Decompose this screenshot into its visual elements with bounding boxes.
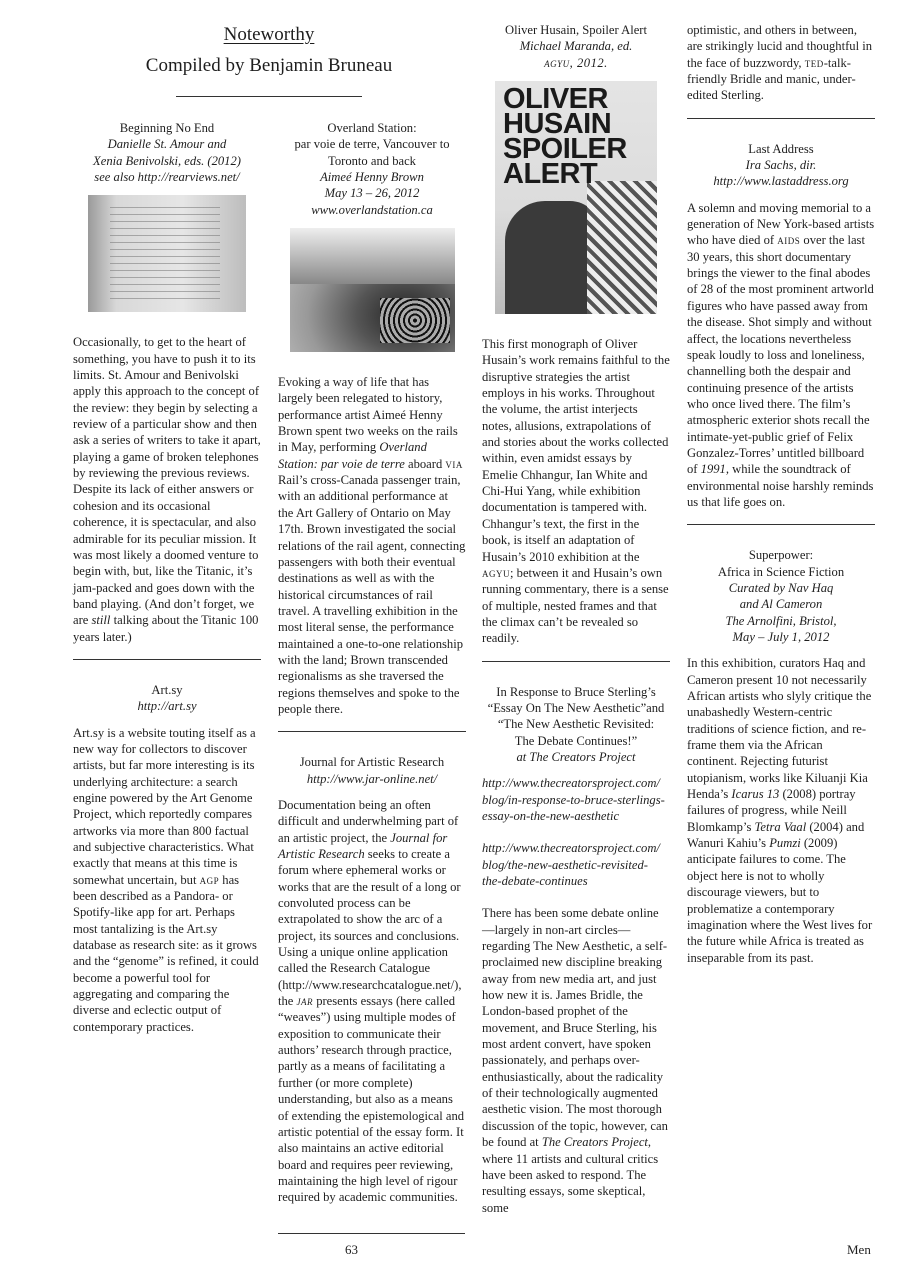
body-text: aboard bbox=[404, 456, 446, 471]
header-rule bbox=[176, 96, 362, 97]
link-url bbox=[482, 775, 670, 824]
body-text: aids bbox=[777, 233, 801, 248]
heading-line: agyu, 2012. bbox=[544, 55, 608, 70]
body-text: Icarus 13 bbox=[731, 787, 780, 802]
heading-line: May 13 – 26, 2012 bbox=[324, 186, 420, 201]
body-text: ted bbox=[804, 55, 824, 70]
body-text: (2004) and Wanuri Kahiu’s bbox=[687, 819, 865, 851]
entry-body bbox=[482, 336, 670, 647]
body-text: ; between it and Husain’s own running commentary, there is a sense of multiple, nested frames and that the climax can’t be revealed so readily. bbox=[482, 565, 669, 646]
entry-heading bbox=[687, 141, 875, 190]
page-subtitle: Compiled by Benjamin Bruneau bbox=[145, 55, 393, 76]
page-number: 63 bbox=[345, 1242, 358, 1257]
heading-line: Last Address bbox=[748, 141, 814, 156]
body-text: jar bbox=[296, 994, 314, 1009]
link-line: essay-on-the-new-aesthetic bbox=[482, 808, 620, 823]
body-text: via bbox=[445, 456, 463, 471]
body-text: optimistic, and others in between, are strikingly lucid and thoughtful in the face of buzzwordy, bbox=[687, 23, 873, 70]
body-text: This first monograph of Oliver Husain’s work remains faithful to the disruptive strategies the artist employs in his works. Throughout the volume, the artist interjects notes, allusions, extrapolations of and stories about the works collected within, even amidst essays by Emelie Chhangur, Ian White and Chi-Hui Yang, while exhibition documentation is tampered with. Chhangur’s text, the first in the book, is itself an adaptation of Husain’s 2010 exhibition at the bbox=[482, 337, 670, 564]
body-text: -talk-friendly Bridle and manic, under-edited Sterling. bbox=[687, 55, 856, 103]
heading-line: “The New Aesthetic Revisited: bbox=[497, 717, 655, 732]
heading-line: Curated by Nav Haq bbox=[728, 580, 834, 595]
body-text: seeks to create a forum where ephemeral works or works that are the result of a long or convoluted process can be extrapolated to show the arc of a project, its sources and conclusions. Using a unique online application called the Research Catalogue (http://www.researchcatalogue.net/), the bbox=[278, 847, 462, 1009]
divider-rule bbox=[687, 118, 875, 119]
heading-line: www.overlandstation.ca bbox=[311, 202, 433, 217]
body-text: The Creators Project bbox=[541, 1135, 648, 1150]
entry-heading bbox=[73, 682, 261, 715]
entry-links bbox=[482, 775, 670, 889]
cover-title-line: OLIVER bbox=[503, 83, 608, 116]
heading-line: In Response to Bruce Sterling’s bbox=[496, 684, 656, 699]
heading-line: Aimeé Henny Brown bbox=[320, 170, 424, 185]
heading-line: Ira Sachs, dir. bbox=[745, 158, 817, 173]
heading-line: The Arnolfini, Bristol, bbox=[725, 613, 837, 628]
body-text: Art.sy is a website touting itself as a new way for collectors to discover artists, but far more interesting is its underlying architecture: a search engine powered by the Art Genome Project, which reportedly compares artworks via more than 800 factual and subjective characteristics. What exactly that means at this time is somewhat uncertain, but bbox=[73, 725, 256, 887]
entry-body bbox=[73, 334, 261, 645]
heading-line: Overland Station: bbox=[327, 121, 417, 135]
column-2 bbox=[278, 120, 466, 1206]
body-text: 1991, bbox=[700, 462, 729, 477]
body-text: talking about the Titanic 100 years later.) bbox=[73, 613, 259, 644]
entry-heading bbox=[482, 22, 670, 71]
heading-line: see also http://rearviews.net/ bbox=[94, 170, 240, 185]
cover-title-line: HUSAIN bbox=[503, 108, 612, 141]
heading-line: Danielle St. Amour and bbox=[107, 137, 227, 152]
divider-rule bbox=[687, 524, 875, 525]
entry-heading bbox=[482, 684, 670, 766]
body-text: (2008) portray failures of progress, while Neill Blomkamp’s bbox=[687, 787, 856, 834]
link-line: http://www.thecreatorsproject.com/ bbox=[482, 776, 660, 791]
page-header bbox=[73, 22, 465, 97]
body-text: , where 11 artists and cultural critics have been asked to respond. The resulting essays, some skeptical, some bbox=[482, 1135, 659, 1215]
heading-line: http://art.sy bbox=[137, 699, 197, 714]
body-text: agyu bbox=[482, 565, 510, 580]
body-text: still bbox=[91, 613, 111, 628]
body-text: Rail’s cross-Canada passenger train, with an additional performance at the Art Gallery of Ontario on May 17th. Brown investigated the social relations of the rail agent, connecting passengers with both their eventual destinations as well as with the historical circumstances of rail travel. A travelling exhibition in the most literal sense, the performance maintained a one-to-one relationship with the land; Brown transcended regionalisms as she traversed the regions themselves and spoke to the people there. bbox=[278, 473, 466, 716]
typewriter-photo bbox=[290, 228, 455, 352]
book-cover bbox=[495, 81, 657, 314]
entry-heading bbox=[73, 120, 261, 185]
heading-line: Journal for Artistic Research bbox=[299, 755, 445, 770]
link-line: blog/in-response-to-bruce-sterlings- bbox=[482, 792, 665, 807]
body-text: over the last 30 years, this short documentary brings the viewer to the final abodes of 28 of the most prominent artworld figures who have passed away from the disease. Shot simply and without affect, the locations nevertheless speak loudly to loss and loneliness, channelling both the despair and continuing presence of the artists who once lived there. The film’s atmospheric exterior shots recall the intimate-yet-public grief of Felix Gonzalez-Torres’ untitled billboard of bbox=[687, 233, 874, 477]
section-name: Men bbox=[847, 1242, 871, 1257]
body-text: has been described as a Pandora- or Spotify-like app for art. Perhaps most tantalizing is the Art.sy database as research site: as it grows and the “genome” is refined, it could become a powerful tool for aggregating and comparing the diverse and eclectic output of contemporary practices. bbox=[73, 872, 259, 1034]
entry-body bbox=[687, 655, 875, 966]
heading-line: May – July 1, 2012 bbox=[732, 630, 830, 644]
divider-rule bbox=[73, 659, 261, 660]
entry-body bbox=[278, 797, 466, 1206]
column-1 bbox=[73, 120, 261, 1035]
entry-heading bbox=[278, 120, 466, 218]
heading-line: Oliver Husain, Spoiler Alert bbox=[504, 23, 647, 37]
page-title: Noteworthy bbox=[223, 24, 315, 45]
heading-line: Xenia Benivolski, eds. (2012) bbox=[93, 153, 241, 168]
entry-body bbox=[687, 22, 875, 104]
body-text: while the soundtrack of environmental noise harshly reminds us that life goes on. bbox=[687, 462, 874, 509]
heading-line: http://www.jar-online.net/ bbox=[306, 771, 438, 786]
heading-line: Beginning No End bbox=[119, 121, 215, 135]
heading-line: The Debate Continues!” bbox=[514, 733, 638, 748]
body-text: Evoking a way of life that has largely been relegated to history, performance artist Aimeé Henny Brown spent two weeks on the rails in May, performing bbox=[278, 375, 458, 455]
body-text: presents essays (here called “weaves”) using multiple modes of exposition to communicate their authors’ research through practice, partly as a means of facilitating a further (or more complete) understanding, but also as a means of extending the epistemological and artistic potential of the essay form. It also maintains an active editorial board and requires peer reviewing, maintaining the high level of rigour required by academic communities. bbox=[278, 994, 465, 1205]
link-url bbox=[482, 840, 670, 889]
heading-line: Africa in Science Fiction bbox=[717, 564, 845, 579]
body-text: There has been some debate online—largely in non-art circles—regarding The New Aesthetic, a self-proclaimed new discipline breaking away from new media art, and just how new it is. James Bridle, the London-based prophet of the movement, and Bruce Sterling, his most ardent convert, have spoken passionately, and perhaps over-enthusiastically, about the radicality of their technologically augmented aesthetic vision. The most thorough discussion of the topic, however, can be found at bbox=[482, 906, 668, 1150]
heading-line: http://www.lastaddress.org bbox=[713, 174, 849, 189]
column-3 bbox=[482, 22, 670, 1216]
body-text: Journal for Artistic Research bbox=[278, 830, 448, 861]
body-text: Documentation being an often difficult and underwhelming part of an artistic project, the bbox=[278, 797, 459, 845]
heading-line: Toronto and back bbox=[328, 153, 416, 168]
heading-line: Art.sy bbox=[151, 682, 183, 697]
entry-heading bbox=[278, 754, 466, 787]
entry-body bbox=[73, 725, 261, 1036]
document-photo bbox=[88, 195, 246, 312]
heading-line: at The Creators Project bbox=[516, 749, 636, 764]
heading-line: “Essay On The New Aesthetic”and bbox=[487, 700, 665, 715]
body-text: A solemn and moving memorial to a generation of New York-based artists who have died of bbox=[687, 200, 875, 248]
cover-title-line: ALERT bbox=[503, 158, 598, 191]
entry-body bbox=[482, 905, 670, 1216]
link-line: the-debate-continues bbox=[482, 874, 588, 888]
heading-line: Michael Maranda, ed. bbox=[519, 39, 633, 54]
body-text: In this exhibition, curators Haq and Cameron present 10 not necessarily African artists who slyly critique the unabashedly Western-centric traditions of science fiction, and re-frame them via the African continent. Rejecting futurist utopianism, works like Kiluanji Kia Henda’s bbox=[687, 656, 872, 802]
link-line: blog/the-new-aesthetic-revisited- bbox=[482, 857, 648, 872]
body-text: Overland Station: par voie de terre bbox=[278, 440, 427, 471]
body-text: Occasionally, to get to the heart of something, you have to push it to its limits. St. Amour and Benivolski apply this approach to the concept of the review: they begin by selecting a review of a particular show and then ask a series of writers to take it apart, playing a game of broken telephones by reviewing the previous reviews. Despite its lack of either answers or cohesion and its occasional coherence, it is spectacular, and also admirable for its peculiar mission. It was most likely a doomed venture to begin with, but, like the Titanic, it’s jam-packed and goes down with the band playing. (And don’t forget, we are bbox=[73, 335, 261, 628]
column-4 bbox=[687, 22, 875, 966]
footer-rule bbox=[278, 1233, 465, 1234]
entry-body bbox=[687, 200, 875, 511]
link-line: http://www.thecreatorsproject.com/ bbox=[482, 841, 660, 856]
body-text: Tetra Vaal bbox=[754, 819, 807, 834]
body-text: (2009) anticipate failures to come. The object here is not to wholly discourage viewers, but to problematize a contemporary imagination where the West lives for the future while Africa is treated as inseparable from its past. bbox=[687, 836, 873, 965]
cover-title bbox=[503, 83, 627, 191]
entry-body bbox=[278, 374, 466, 717]
entry-heading bbox=[687, 547, 875, 645]
body-text: agp bbox=[199, 872, 220, 887]
heading-line: Superpower: bbox=[748, 548, 814, 563]
divider-rule bbox=[482, 661, 670, 662]
body-text: Pumzi bbox=[769, 836, 801, 851]
heading-line: and Al Cameron bbox=[739, 597, 823, 612]
divider-rule bbox=[278, 731, 466, 732]
heading-line: par voie de terre, Vancouver to bbox=[294, 137, 450, 152]
cover-title-line: SPOILER bbox=[503, 133, 627, 166]
